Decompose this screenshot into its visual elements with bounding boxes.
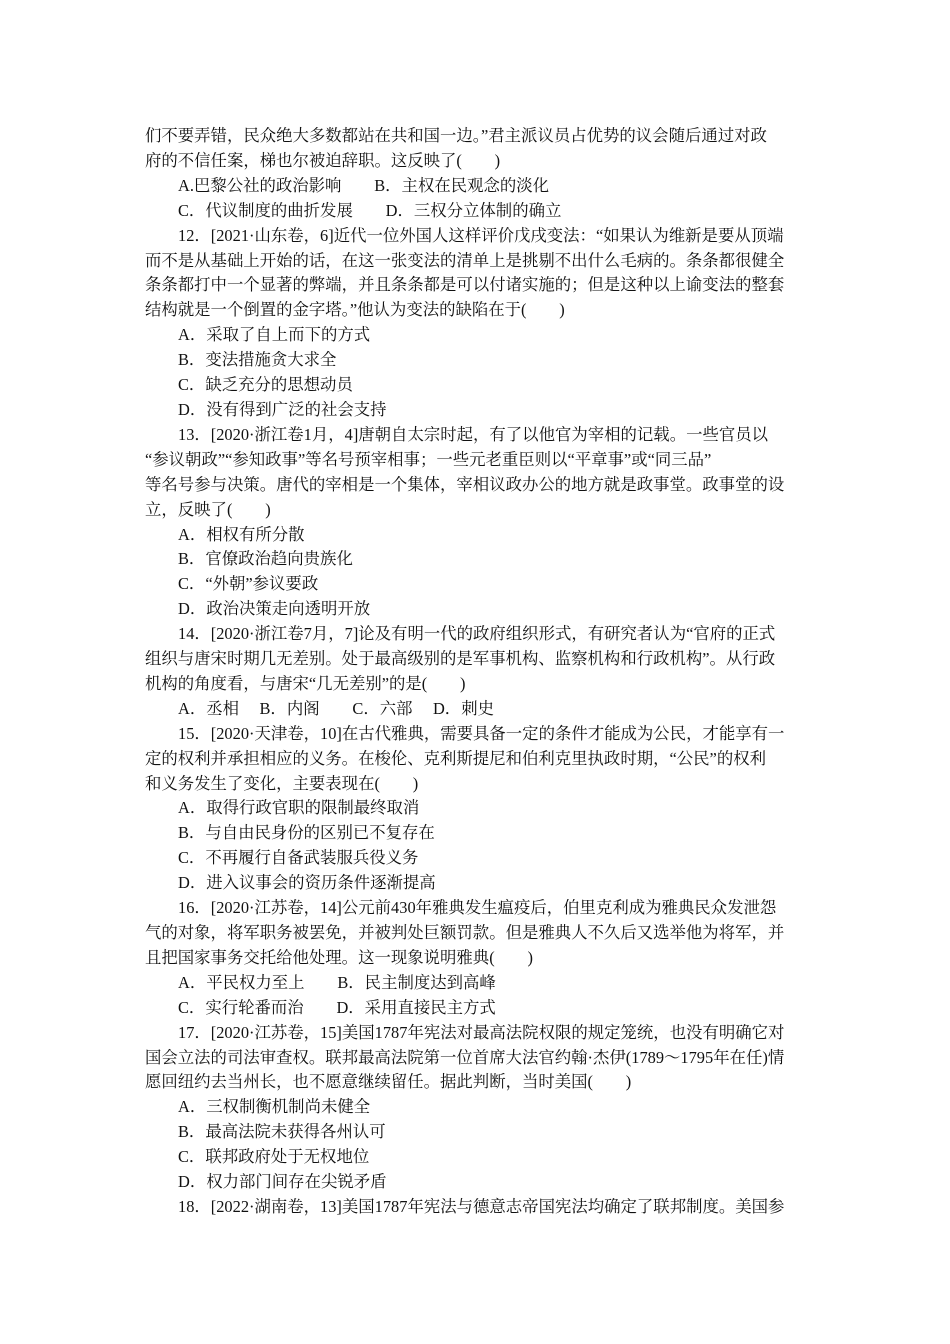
answer-option-line: D．政治决策走向透明开放 xyxy=(178,599,371,619)
text-line: 机构的角度看，与唐宋“几无差别”的是( ) xyxy=(145,673,466,693)
text-line: 而不是从基础上开始的话，在这一张变法的清单上是挑剔不出什么毛病的。条条都很健全 xyxy=(145,250,785,270)
answer-option-line: B．变法措施贪大求全 xyxy=(178,350,337,370)
answer-option-line: A．三权制衡机制尚未健全 xyxy=(178,1097,371,1117)
question-heading-line: 12．[2021·山东卷，6]近代一位外国人这样评价戊戌变法：“如果认为维新是要从顶端 xyxy=(178,225,784,245)
answer-option-line: B．与自由民身份的区别已不复存在 xyxy=(178,823,435,843)
text-line: 府的不信任案，梯也尔被迫辞职。这反映了( ) xyxy=(145,150,501,170)
answer-option-line: B．最高法院未获得各州认可 xyxy=(178,1122,386,1142)
text-line: 愿回纽约去当州长，也不愿意继续留任。据此判断，当时美国( ) xyxy=(145,1072,632,1092)
question-heading-line: 16．[2020·江苏卷，14]公元前430年雅典发生瘟疫后，伯里克利成为雅典民众发泄怨 xyxy=(178,898,777,918)
answer-option-line: C．代议制度的曲折发展 D．三权分立体制的确立 xyxy=(178,200,562,220)
document-page xyxy=(145,124,811,1220)
text-line: 气的对象，将军职务被罢免，并被判处巨额罚款。但是雅典人不久后又选举他为将军，并 xyxy=(145,923,785,942)
text-line: 定的权利并承担相应的义务。在梭伦、克利斯提尼和伯利克里执政时期，“公民”的权利 xyxy=(145,748,767,768)
answer-option-line: C．不再履行自备武装服兵役义务 xyxy=(178,848,419,868)
answer-option-line: C．“外朝”参议要政 xyxy=(178,574,319,594)
answer-option-line: A．取得行政官职的限制最终取消 xyxy=(178,798,420,818)
answer-option-line: C．实行轮番而治 D．采用直接民主方式 xyxy=(178,997,496,1017)
text-line: “参议朝政”“参知政事”等名号预宰相事；一些元老重臣则以“平章事”或“同三品” xyxy=(145,449,712,469)
question-heading-line: 15．[2020·天津卷，10]在古代雅典，需要具备一定的条件才能成为公民，才能享有一 xyxy=(178,723,785,743)
text-line: 立，反映了( ) xyxy=(145,499,271,519)
answer-option-line: A．采取了自上而下的方式 xyxy=(178,325,371,345)
text-line: 等名号参与决策。唐代的宰相是一个集体，宰相议政办公的地方就是政事堂。政事堂的设 xyxy=(145,474,785,494)
text-line: 条条都打中一个显著的弊端，并且条条都是可以付诸实施的；但是这种以上谕变法的整套 xyxy=(145,275,785,295)
answer-option-line: A．平民权力至上 B．民主制度达到高峰 xyxy=(178,972,496,992)
text-line: 和义务发生了变化，主要表现在( ) xyxy=(145,773,419,793)
answer-option-line: A.巴黎公社的政治影响 B．主权在民观念的淡化 xyxy=(178,175,550,195)
answer-option-line: A．相权有所分散 xyxy=(178,524,305,544)
answer-option-line: D．权力部门间存在尖锐矛盾 xyxy=(178,1172,387,1192)
answer-option-line: D．进入议事会的资历条件逐渐提高 xyxy=(178,873,436,893)
text-line: 们不要弄错，民众绝大多数都站在共和国一边。”君主派议员占优势的议会随后通过对政 xyxy=(145,126,767,145)
answer-option-line: D．没有得到广泛的社会支持 xyxy=(178,399,387,419)
question-heading-line: 13．[2020·浙江卷1月，4]唐朝自太宗时起，有了以他官为宰相的记载。一些官员以 xyxy=(178,424,769,444)
answer-option-line: B．官僚政治趋向贵族化 xyxy=(178,549,353,569)
question-heading-line: 17．[2020·江苏卷，15]美国1787年宪法对最高法院权限的规定笼统，也没有明确它对 xyxy=(178,1022,785,1042)
answer-option-line: C．联邦政府处于无权地位 xyxy=(178,1147,370,1167)
text-line: 组织与唐宋时期几无差别。处于最高级别的是军事机构、监察机构和行政机构”。从行政 xyxy=(145,649,776,669)
text-line: 结构就是一个倒置的金字塔。”他认为变法的缺陷在于( ) xyxy=(145,300,565,320)
question-heading-line: 18．[2022·湖南卷，13]美国1787年宪法与德意志帝国宪法均确定了联邦制度。美国参 xyxy=(178,1196,785,1216)
answer-option-line: A．丞相 B．内阁 C．六部 D．刺史 xyxy=(178,698,494,718)
answer-option-line: C．缺乏充分的思想动员 xyxy=(178,375,353,395)
question-heading-line: 14．[2020·浙江卷7月，7]论及有明一代的政府组织形式，有研究者认为“官府的正式 xyxy=(178,624,776,644)
text-line: 且把国家事务交托给他处理。这一现象说明雅典( ) xyxy=(145,947,533,967)
text-line: 国会立法的司法审查权。联邦最高法院第一位首席大法官约翰·杰伊(1789～1795年在任)情 xyxy=(145,1047,785,1067)
